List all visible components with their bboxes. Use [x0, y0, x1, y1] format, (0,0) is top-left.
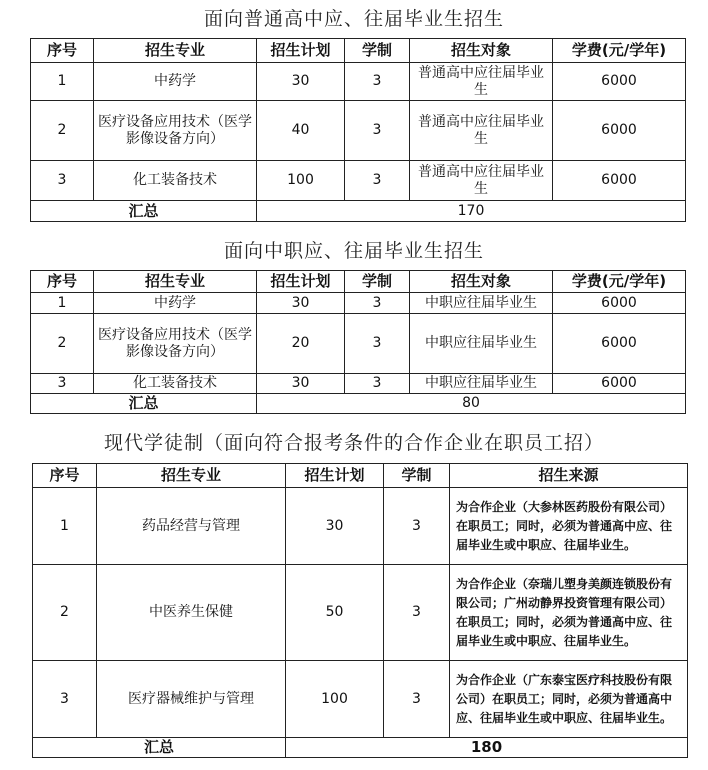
header-major: 招生专业: [97, 464, 286, 488]
cell-duration: 3: [345, 293, 410, 314]
cell-plan: 30: [257, 63, 345, 101]
cell-duration: 3: [345, 161, 410, 201]
table-section1: [30, 38, 686, 222]
table-row: [31, 63, 686, 101]
section3-title: 现代学徒制（面向符合报考条件的合作企业在职员工招）: [103, 432, 604, 454]
cell-tuition: 6000: [553, 293, 686, 314]
cell-plan: 40: [257, 101, 345, 161]
header-target: 招生对象: [410, 39, 553, 63]
cell-target: 中职应往届毕业生: [410, 314, 553, 374]
cell-plan: 30: [286, 488, 384, 565]
cell-major: 医疗器械维护与管理: [97, 661, 286, 738]
cell-source: 为合作企业（广东泰宝医疗科技股份有限公司）在职员工；同时，必须为普通高中应、往届毕业生或中职应、往届毕业生。: [450, 661, 688, 738]
table-row: [31, 161, 686, 201]
cell-index: 2: [31, 314, 94, 374]
header-plan: 招生计划: [257, 39, 345, 63]
cell-plan: 20: [257, 314, 345, 374]
total-value: 170: [257, 201, 686, 222]
header-major: 招生专业: [94, 39, 257, 63]
cell-source: 为合作企业（大参林医药股份有限公司）在职员工；同时，必须为普通高中应、往届毕业生或中职应、往届毕业生。: [450, 488, 688, 565]
cell-index: 2: [33, 565, 97, 661]
header-index: 序号: [33, 464, 97, 488]
header-duration: 学制: [345, 39, 410, 63]
cell-duration: 3: [345, 374, 410, 394]
cell-major: 医疗设备应用技术（医学影像设备方向）: [94, 101, 257, 161]
header-index: 序号: [31, 39, 94, 63]
total-label: 汇总: [31, 394, 257, 414]
cell-target: 中职应往届毕业生: [410, 293, 553, 314]
cell-index: 2: [31, 101, 94, 161]
cell-target: 中职应往届毕业生: [410, 374, 553, 394]
table-total-row: [31, 201, 686, 222]
header-target: 招生对象: [410, 271, 553, 293]
total-label: 汇总: [31, 201, 257, 222]
total-value: 180: [286, 738, 688, 758]
cell-duration: 3: [384, 661, 450, 738]
cell-target: 普通高中应往届毕业生: [410, 101, 553, 161]
cell-duration: 3: [345, 63, 410, 101]
cell-plan: 50: [286, 565, 384, 661]
header-tuition: 学费(元/学年): [553, 271, 686, 293]
cell-duration: 3: [345, 101, 410, 161]
table-header-row: [31, 271, 686, 293]
cell-plan: 100: [257, 161, 345, 201]
cell-duration: 3: [345, 314, 410, 374]
cell-tuition: 6000: [553, 101, 686, 161]
header-tuition: 学费(元/学年): [553, 39, 686, 63]
cell-plan: 30: [257, 293, 345, 314]
section2-title: 面向中职应、往届毕业生招生: [223, 240, 484, 262]
cell-major: 医疗设备应用技术（医学影像设备方向）: [94, 314, 257, 374]
cell-duration: 3: [384, 565, 450, 661]
cell-major: 化工装备技术: [94, 374, 257, 394]
header-major: 招生专业: [94, 271, 257, 293]
table-row: [31, 293, 686, 314]
cell-major: 中药学: [94, 293, 257, 314]
total-label: 汇总: [33, 738, 286, 758]
table-total-row: [33, 738, 688, 758]
table-row: [31, 374, 686, 394]
section1-title: 面向普通高中应、往届毕业生招生: [203, 8, 504, 30]
header-plan: 招生计划: [257, 271, 345, 293]
total-value: 80: [257, 394, 686, 414]
cell-index: 1: [31, 63, 94, 101]
cell-plan: 100: [286, 661, 384, 738]
cell-index: 3: [31, 161, 94, 201]
cell-index: 3: [33, 661, 97, 738]
cell-tuition: 6000: [553, 161, 686, 201]
table-total-row: [31, 394, 686, 414]
table-header-row: [33, 464, 688, 488]
cell-duration: 3: [384, 488, 450, 565]
table-row: [33, 488, 688, 565]
header-source: 招生来源: [450, 464, 688, 488]
cell-tuition: 6000: [553, 374, 686, 394]
table-section2: [30, 270, 686, 414]
table-row: [31, 101, 686, 161]
cell-target: 普通高中应往届毕业生: [410, 161, 553, 201]
cell-source: 为合作企业（奈瑞儿塑身美颜连锁股份有限公司；广州动静界投资管理有限公司）在职员工；同时，必须为普通高中应、往届毕业生或中职应、往届毕业生。: [450, 565, 688, 661]
cell-index: 1: [33, 488, 97, 565]
table-row: [33, 565, 688, 661]
cell-major: 中医养生保健: [97, 565, 286, 661]
header-duration: 学制: [384, 464, 450, 488]
table-row: [33, 661, 688, 738]
cell-tuition: 6000: [553, 63, 686, 101]
table-header-row: [31, 39, 686, 63]
cell-index: 3: [31, 374, 94, 394]
table-row: [31, 314, 686, 374]
cell-target: 普通高中应往届毕业生: [410, 63, 553, 101]
header-duration: 学制: [345, 271, 410, 293]
cell-major: 药品经营与管理: [97, 488, 286, 565]
header-plan: 招生计划: [286, 464, 384, 488]
cell-tuition: 6000: [553, 314, 686, 374]
cell-plan: 30: [257, 374, 345, 394]
header-index: 序号: [31, 271, 94, 293]
table-section3: [32, 463, 688, 758]
cell-major: 化工装备技术: [94, 161, 257, 201]
cell-major: 中药学: [94, 63, 257, 101]
cell-index: 1: [31, 293, 94, 314]
